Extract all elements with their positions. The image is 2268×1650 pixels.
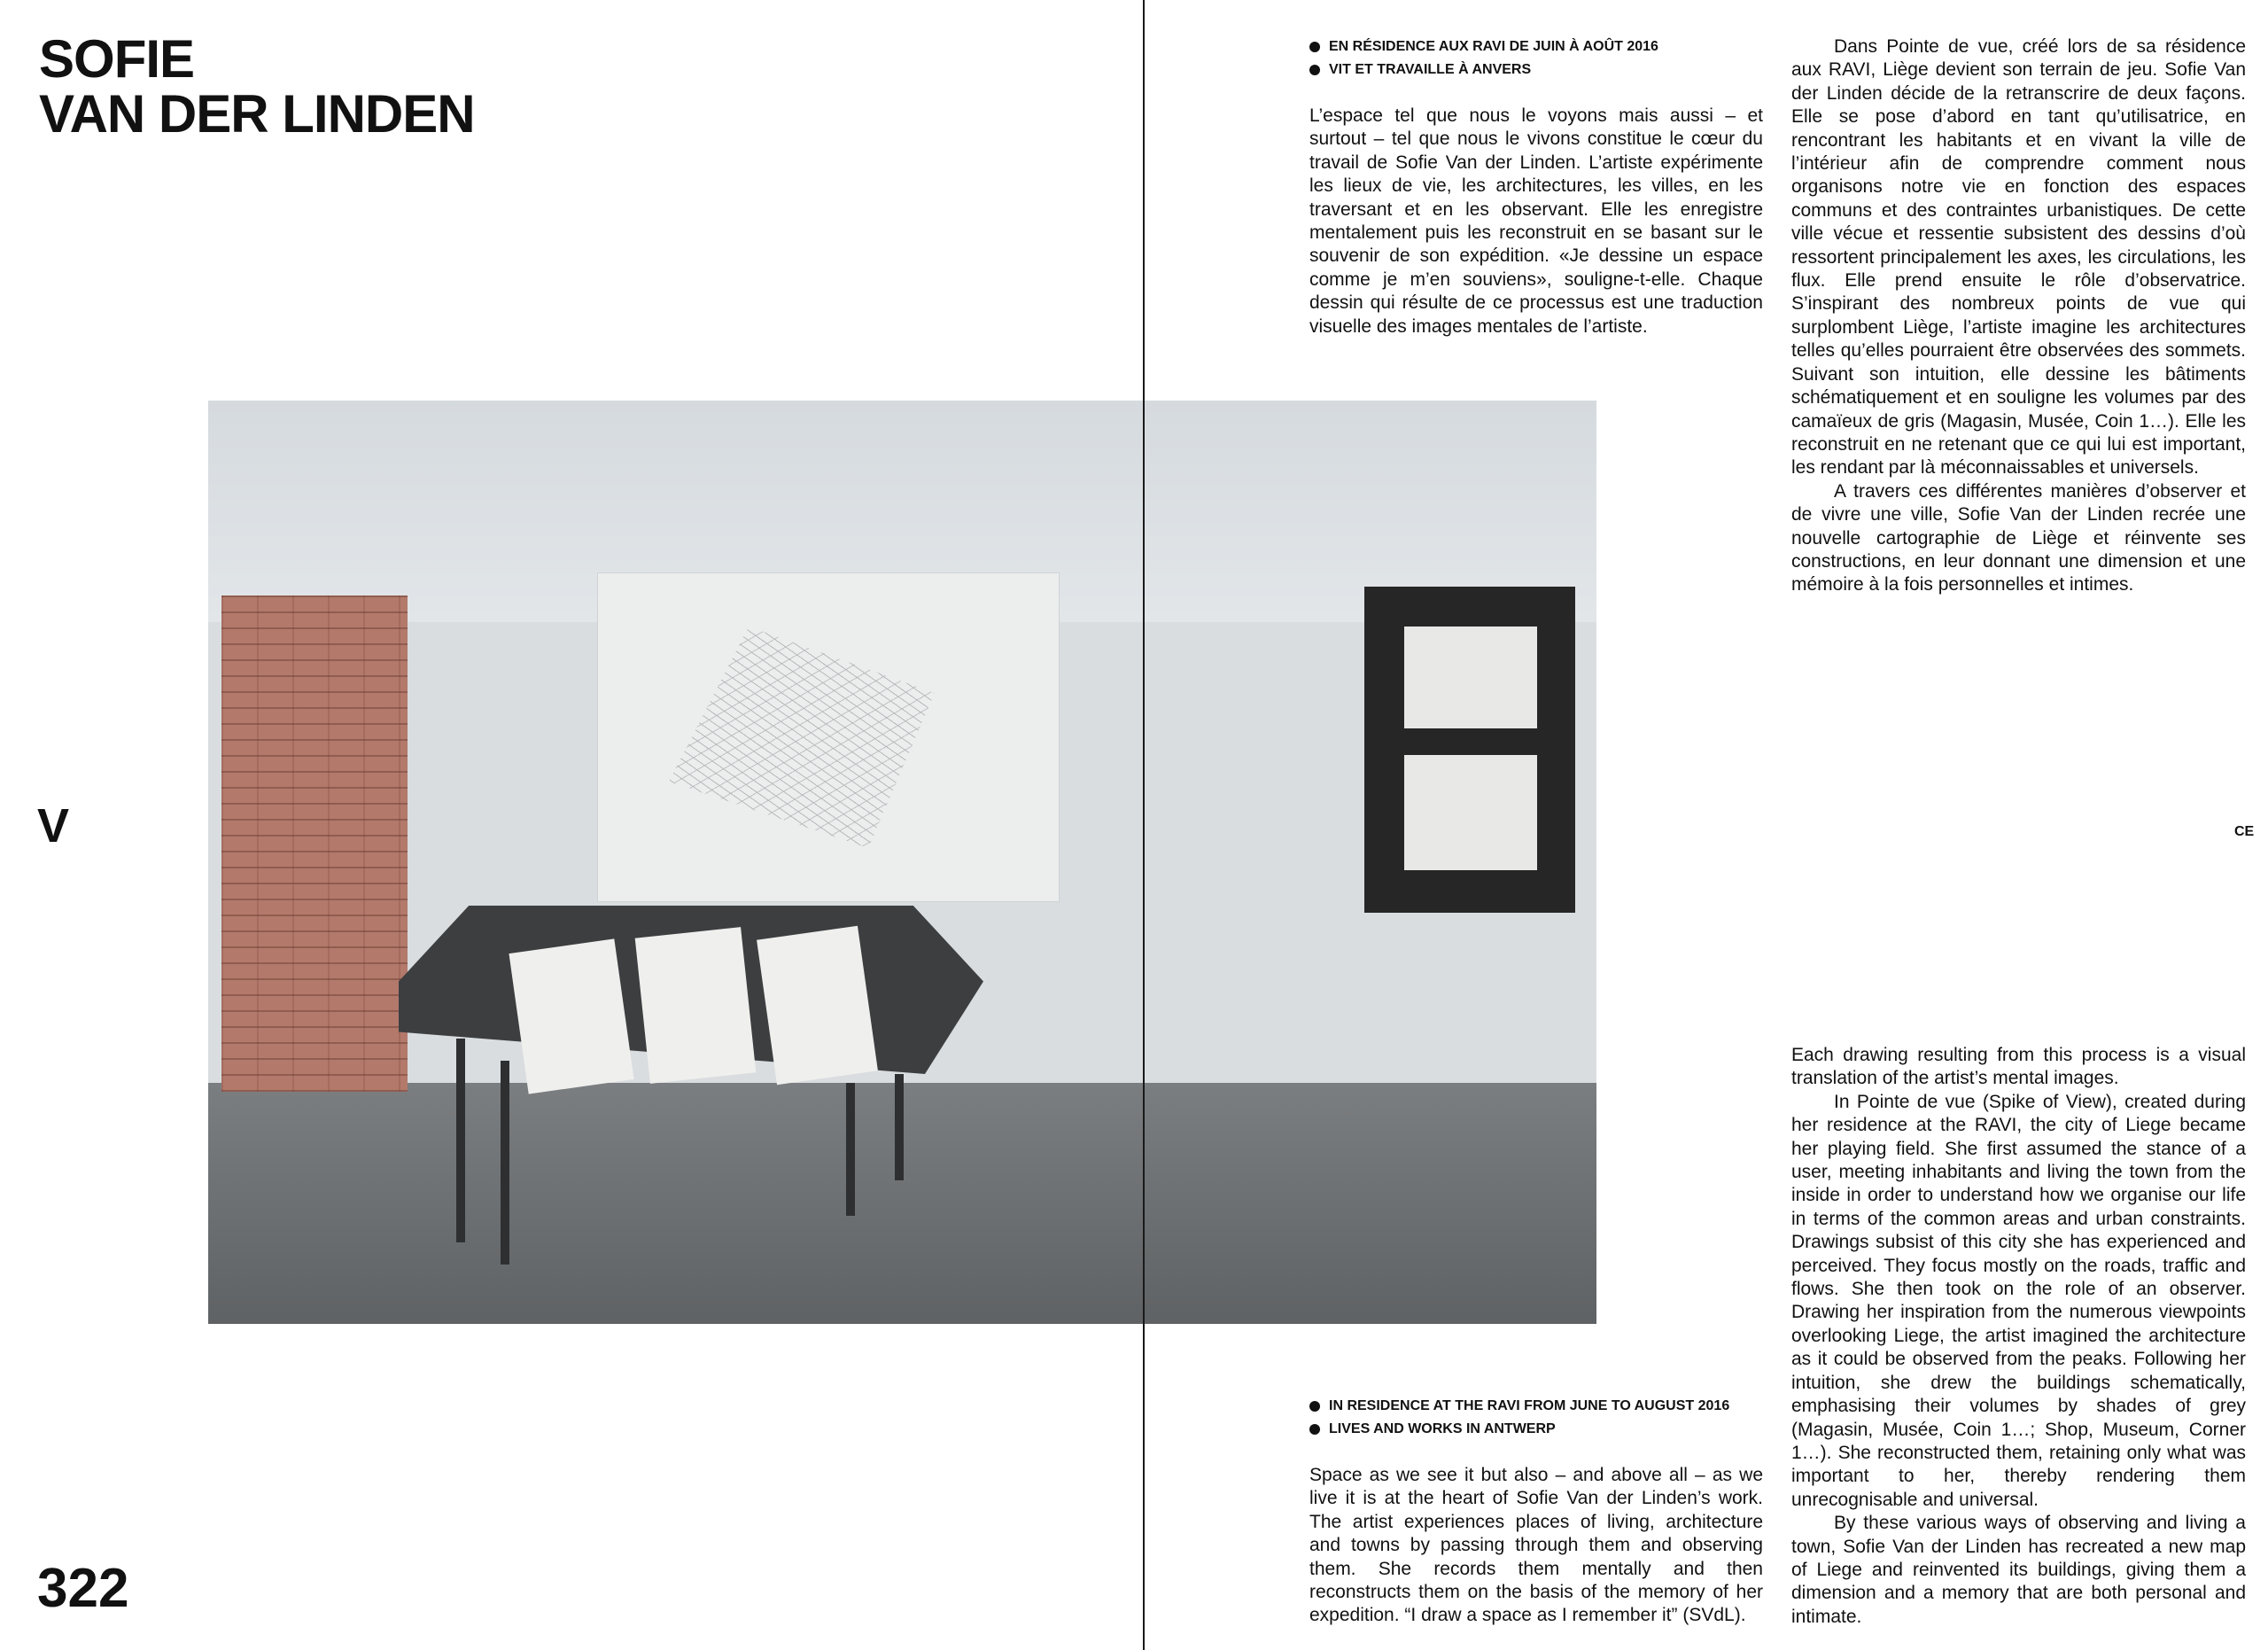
column-label: CE (2234, 824, 2255, 839)
table-leg (501, 1061, 509, 1265)
meta-row (1309, 1395, 1770, 1418)
meta-row (1309, 1418, 1770, 1441)
table-drawing-2 (635, 927, 757, 1084)
paragraph: Each drawing resulting from this process is a visual translation of the artist’s mental images. (1791, 1045, 2246, 1089)
exhibition-photo (208, 401, 1596, 1324)
section-letter: V (37, 799, 70, 852)
brick-texture (221, 595, 408, 1092)
paragraph: A travers ces différentes manières d’observer et de vivre une ville, Sofie Van der Linden recrée une nouvelle cartographie de Liège et réinvente ses constructions, en leur donnant une dimension et une mémoire à la fois personnelles et intimes. (1791, 480, 2246, 595)
framed-drawing-top (1404, 627, 1537, 728)
meta-row (1309, 58, 1752, 82)
bullet-icon (1309, 65, 1320, 75)
meta-text: EN RÉSIDENCE AUX RAVI DE JUIN À AOÛT 2016 (1329, 39, 1658, 54)
paragraph: Space as we see it but also – and above all – as we live it is at the heart of Sofie Van der Linden’s work. The artist experiences places of living, architecture and towns by passing through them and observing them. She records them mentally and then reconstructs them on the basis of the memory of her expedition. “I draw a space as I remember it” (SVdL). (1309, 1465, 1763, 1626)
page-number: 322 (37, 1558, 129, 1619)
english-intro (1309, 1464, 1763, 1628)
table-leg (846, 1083, 855, 1216)
paragraph: L’espace tel que nous le voyons mais aussi – et surtout – tel que nous le vivons constitue le cœur du travail de Sofie Van der Linden. L’artiste expérimente les lieux de vie, les architectures, les villes, en les traversant et en les observant. Elle les enregistre mentalement puis les reconstruit en se basant sur le souvenir de son expédition. «Je dessine un espace comme je m’en souviens», souligne-t-elle. Chaque dessin qui résulte de ce processus est une traduction visuelle des images mentales de l’artiste. (1309, 105, 1763, 337)
table-leg (456, 1039, 465, 1242)
paragraph: Dans Pointe de vue, créé lors de sa résidence aux RAVI, Liège devient son terrain de jeu. Sofie Van der Linden décide de la retranscrire de deux façons. Elle se pose d’abord en tant qu’utilisatrice, en rencontrant les habitants et en vivant la ville de l’intérieur afin de comprendre comment nous organisons notre vie en fonction des espaces communs et des contraintes urbanistiques. De cette ville vécue et ressentie subsistent des dessins d’où ressortent principalement les axes, les circulations, les flux. Elle prend ensuite le rôle d’observatrice. S’inspirant des nombreux points de vue qui surplombent Liège, l’artiste imagine les architectures telles qu’elles pourraient être observées des sommets. Suivant son intuition, elle dessine les bâtiments schématiquement et en souligne les volumes par des camaïeux de gris (Magasin, Musée, Coin 1…). Elle les reconstruit en ne retenant que ce qui lui est important, les rendant par là méconnaissables et universels. (1791, 36, 2246, 479)
french-body (1791, 35, 2246, 597)
meta-text: VIT ET TRAVAILLE À ANVERS (1329, 62, 1532, 77)
table-drawing-1 (509, 938, 633, 1094)
english-meta (1309, 1395, 1770, 1441)
framed-drawing-bottom (1404, 755, 1537, 870)
paragraph: In Pointe de vue (Spike of View), created during her residence at the RAVI, the city of Liege became her playing field. She first assumed the stance of a user, meeting inhabitants and living the town from the inside in order to understand how we organise our life in terms of the common areas and urban constraints. Drawings subsist of this city she has experienced and perceived. They focus mostly on the roads, traffic and flows. She then took on the role of an observer. Drawing her inspiration from the numerous viewpoints overlooking Liege, the artist imagined the architecture as it could be observed from the peaks. Following her intuition, she drew the buildings schematically, emphasising their volumes by shades of grey (Magasin, Musée, Coin 1…; Shop, Museum, Corner 1…). She reconstructed them, retaining only what was important to her, thereby rendering them unrecognisable and universal. (1791, 1091, 2246, 1510)
bullet-icon (1309, 1401, 1320, 1412)
title-line-2: VAN DER LINDEN (39, 84, 475, 144)
bullet-icon (1309, 1424, 1320, 1435)
meta-row (1309, 35, 1752, 58)
title-line-1: SOFIE (39, 29, 195, 89)
bullet-icon (1309, 42, 1320, 52)
french-intro (1309, 105, 1763, 339)
table-drawing-3 (757, 926, 878, 1085)
english-body (1791, 1044, 2246, 1629)
page-fold (1143, 0, 1145, 1650)
paragraph: By these various ways of observing and living a town, Sofie Van der Linden has recreated a new map of Liege and reinvented its buildings, giving them a dimension and a memory that are both personal and intimate. (1791, 1513, 2246, 1627)
meta-text: LIVES AND WORKS IN ANTWERP (1329, 1421, 1556, 1436)
french-meta (1309, 35, 1752, 82)
meta-text: IN RESIDENCE AT THE RAVI FROM JUNE TO AUGUST 2016 (1329, 1398, 1730, 1413)
artist-name-title (39, 29, 475, 144)
table-leg (895, 1074, 904, 1180)
